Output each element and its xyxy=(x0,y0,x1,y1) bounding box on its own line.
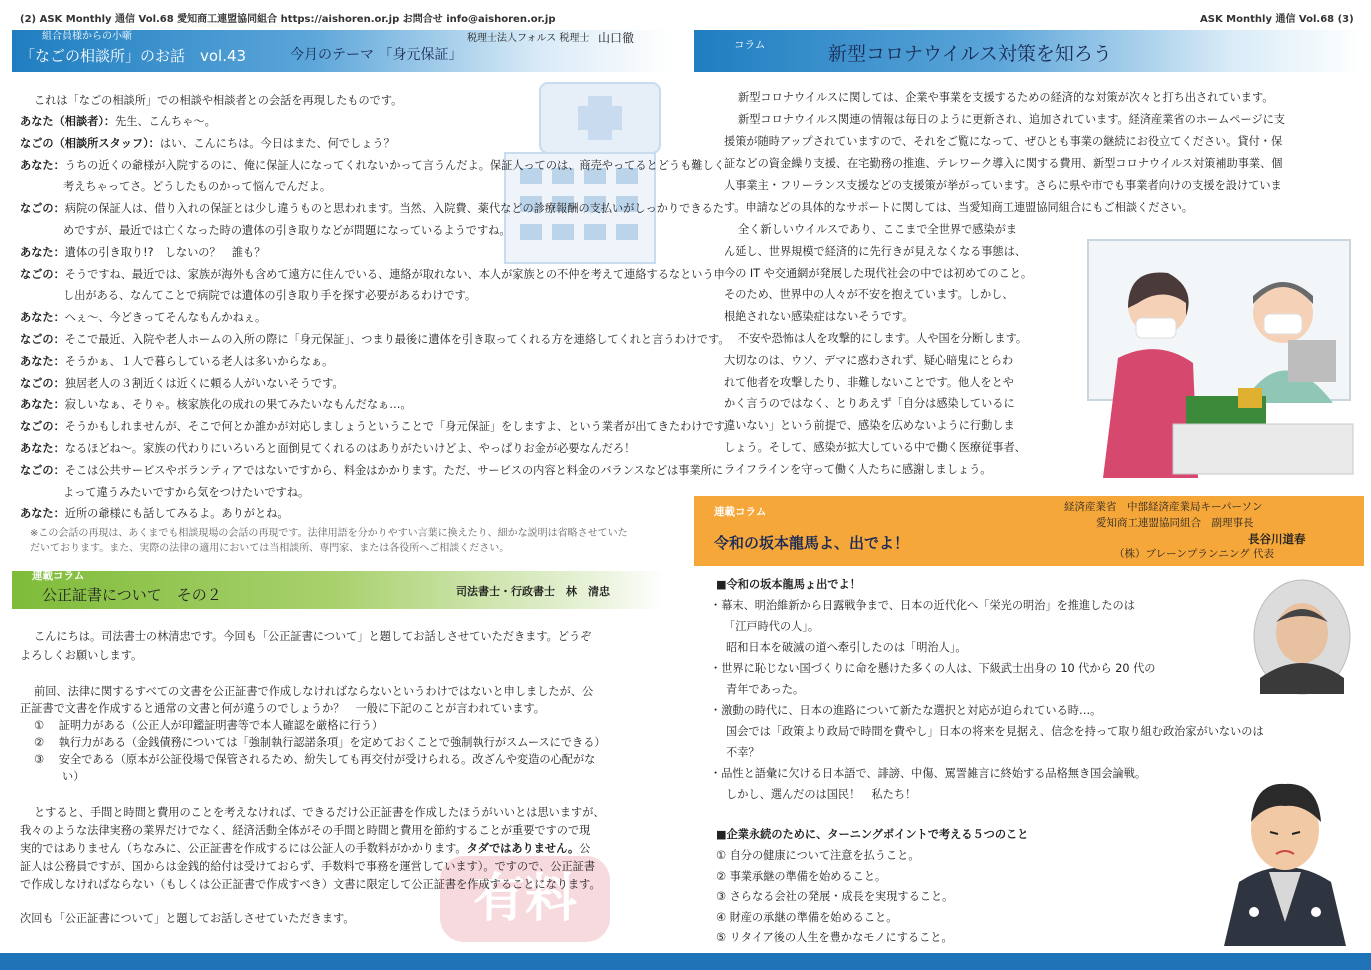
notary-p3-c-bold: タダではありません。 xyxy=(466,842,580,855)
ryoma-bullet-2-b: 青年であった。 xyxy=(726,683,805,696)
dialog-text: し出がある、なんてことで病院では遺体の引き取り手を探す必要があるわけです。 xyxy=(63,289,477,303)
bottom-bar xyxy=(0,953,1371,970)
notary-author: 司法書士・行政書士 林 清忠 xyxy=(456,585,610,598)
dialog-line xyxy=(63,287,476,303)
dialog-text: 近所の爺様にも話してみるよ。ありがとね。 xyxy=(64,507,289,521)
ryoma-aff-3: （株）ブレーンプランニング 代表 xyxy=(1114,548,1274,560)
dialog-speaker: あなた： xyxy=(20,442,65,455)
notary-p2-a: 前回、法律に関するすべての文書を公正証書で作成しなければならないというわけではないと申しましたが、公 xyxy=(34,685,594,698)
corona-line: 新型コロナウイルス関連の情報は毎日のように更新され、追加されています。経済産業省のホームページに支 xyxy=(738,113,1286,126)
notary-p3-a: とすると、手間と時間と費用のことを考えなければ、できるだけ公正証書を作成したほうがいいとは思いますが、 xyxy=(34,806,605,819)
dialog-line xyxy=(20,244,265,260)
dialog-line xyxy=(20,396,412,412)
corona-title: 新型コロナウイルス対策を知ろう xyxy=(828,43,1112,65)
corona-line: かく言うのではなく、とりあえず「自分は感染しているに xyxy=(724,397,1015,411)
dialog-text: そうかもしれませんが、そこで何とか誰かが対応しましょうということで「身元保証」をしますよ、という業者が出てきたわけです。 xyxy=(64,420,736,434)
dialog-line xyxy=(20,266,725,282)
dialog-text: なるほどね〜。家族の代わりにいろいろと面倒見てくれるのはありがたいけどよ、やっぱりお金が必要なんだろ！ xyxy=(64,442,636,455)
notary-p1-a: こんにちは。司法書士の林清忠です。今回も「公正証書について」と題してお話しさせていただきます。どうぞ xyxy=(34,630,592,643)
consult-intro: これは「なごの相談所」での相談や相談者との会話を再現したものです。 xyxy=(34,94,403,107)
left-header: (2) ASK Monthly 通信 Vol.68 愛知商工連盟協同組合 https://aishoren.or.jp お問合せ info@aishoren.or.jp xyxy=(20,14,556,25)
corona-line: す。申請などの具体的なサポートに関しては、当愛知商工連盟協同組合にもご相談ください。 xyxy=(724,201,1193,214)
dialog-speaker: あなた： xyxy=(20,507,65,521)
dialog-speaker: なごの： xyxy=(20,420,65,434)
ryoma-point: ⑤ リタイア後の人生を豊かなモノにすること。 xyxy=(716,931,953,944)
dialog-text: へぇ〜、今どきってそんなもんかねぇ。 xyxy=(64,311,267,325)
ryoma-kicker: 連載コラム xyxy=(714,506,767,518)
ryoma-aff-1: 経済産業省 中部経済産業局キーパーソン xyxy=(1064,501,1263,513)
dialog-text: 病院の保証人は、借り入れの保証とは少し違うものと思われます。当然、入院費、薬代などの診療報酬の支払いがしっかりできるた xyxy=(64,202,724,216)
ryoma-bullet-4-b: しかし、選んだのは国民！ 私たち！ xyxy=(726,788,917,801)
dialog-line xyxy=(20,309,266,325)
ryoma-bullet-4: ・品性と語彙に欠ける日本語で、誹謗、中傷、罵詈雑言に終始する品格無き国会論戦。 xyxy=(710,767,1147,780)
ryoma-bullet-3: ・激動の時代に、日本の進路について新たな選択と対応が迫られている時…。 xyxy=(710,704,1102,717)
paid-stamp: 有料 xyxy=(440,856,610,942)
dialog-text: 遺体の引き取り!? しないの？ 誰も？ xyxy=(64,245,266,259)
ryoma-point: ④ 財産の承継の準備を始めること。 xyxy=(716,910,898,924)
dialog-speaker: あなた： xyxy=(20,158,65,172)
corona-line: 不安や恐怖は人を攻撃的にします。人や国を分断します。 xyxy=(738,332,1028,345)
ryoma-bullet-3-b: 国会では「政策より政局で時間を費やし」日本の将来を見据え、信念を持って取り組む政治家がいないのは xyxy=(726,725,1264,738)
hospital-icon xyxy=(500,78,670,268)
author-portrait xyxy=(1252,578,1352,696)
ryoma-heading-2: ■企業永続のために、ターニングポイントで考える５つのこと xyxy=(716,828,1029,841)
ryoma-bullet-1: ・幕末、明治維新から日露戦争まで、日本の近代化へ「栄光の明治」を推進したのは xyxy=(710,599,1135,612)
notary-p3-c-pre: 実的ではありません（ちなみに、公正証書を作成するには公証人の手数料がかかります。 xyxy=(20,842,467,855)
dialog-speaker: あなた： xyxy=(20,398,65,412)
dialog-line xyxy=(20,113,216,129)
corona-line: 根絶されない感染症はないそうです。 xyxy=(724,310,914,324)
dialog-text: そこは公共サービスやボランティアではないですから、料金はかかります。ただ、サービスの内容と料金のバランスなどは事業所に xyxy=(64,463,724,477)
notary-p3-c-post: 公 xyxy=(579,842,591,855)
corona-line: そのため、世界中の人々が不安を抱えています。しかし、 xyxy=(724,288,1014,302)
notary-p3-d: 証人は公務員ですが、国からは金銭的給付は受けておらず、手数料で事務を運営しています）。ですので、公正証書 xyxy=(20,860,596,873)
dialog-text: よって違うみたいですから気をつけたいですね。 xyxy=(63,485,310,499)
dialog-text: 独居老人の３割近くは近くに頼る人がいないそうです。 xyxy=(64,376,344,390)
dialog-speaker: なごの（相談所スタッフ）： xyxy=(20,136,160,150)
corona-line: ライフラインを守って働く人たちに感謝しましょう。 xyxy=(724,462,992,476)
corona-kicker: コラム xyxy=(734,39,766,51)
dialog-line xyxy=(20,157,725,173)
dialog-line xyxy=(20,135,395,151)
corona-line: 新型コロナウイルスに関しては、企業や事業を支援するための経済的な対策が次々と打ち出されています。 xyxy=(738,91,1274,104)
ryoma-bullet-3-c: 不幸？ xyxy=(726,746,760,759)
notary-p2-b: 正証書で文書を作成すると通常の文書と何が違うのでしょうか？ 一般に下記のことが言われています。 xyxy=(20,702,545,715)
dialog-text: 寂しいなぁ、そりゃ。核家族化の成れの果てみたいなもんだなぁ…。 xyxy=(64,398,412,412)
dialog-speaker: なごの： xyxy=(20,333,65,346)
dialog-speaker: あなた： xyxy=(20,354,65,368)
consult-note-2: だいております。また、実際の法律の適用においては当相談所、専門家、または各役所へご相談ください。 xyxy=(30,543,510,554)
corona-line: 全く新しいウイルスであり、ここまで全世界で感染がま xyxy=(738,223,1018,236)
corona-line: しょう。そして、感染が拡大している中で働く医療従事者、 xyxy=(724,441,1026,454)
ryoma-bullet-2: ・世界に恥じない国づくりに命を懸けた多くの人は、下級武士出身の 10 代から 20 代の xyxy=(710,662,1156,675)
dialog-line xyxy=(20,353,333,369)
corona-line: 今の IT や交通網が発展した現代社会の中では初めてのこと。 xyxy=(724,266,1033,280)
corona-line: 違いない」という前提で、感染を広めないように行動しま xyxy=(724,419,1015,433)
dialog-line xyxy=(63,178,331,194)
corona-line: 大切なのは、ウソ、デマに惑わされず、疑心暗鬼にとらわ xyxy=(724,353,1014,367)
ryoma-aff-2: 愛知商工連盟協同組合 副理事長 xyxy=(1096,517,1254,529)
notary-p4: 次回も「公正証書について」と題してお話しさせていただきます。 xyxy=(20,912,355,925)
dialog-speaker: あなた： xyxy=(20,245,65,259)
consult-author: 税理士法人フォルス 税理士 xyxy=(467,33,590,44)
corona-line: 証などの資金繰り支援、在宅勤務の推進、テレワーク導入に関する費用、新型コロナウイルス対策補助事業、個 xyxy=(724,157,1283,170)
dialog-line xyxy=(20,418,735,434)
notary-title: 公正証書について その２ xyxy=(42,586,222,604)
notary-kicker: 連載コラム xyxy=(32,570,85,582)
ryoma-point: ③ さらなる会社の発展・成長を実現すること。 xyxy=(716,890,954,903)
dialog-line xyxy=(63,484,309,500)
ryoma-point: ② 事業承継の準備を始めること。 xyxy=(716,869,887,883)
dialog-speaker: あなた： xyxy=(20,311,65,325)
dialog-text: うちの近くの爺様が入院するのに、俺に保証人になってくれないかって言うんだよ。保証人ってのは、商売やってるとどうも難しく xyxy=(64,158,725,172)
ryoma-bullet-1-c: 昭和日本を破滅の道へ牽引したのは「明治人」。 xyxy=(726,641,967,654)
dialog-line xyxy=(20,440,635,456)
right-header: ASK Monthly 通信 Vol.68 (3) xyxy=(1200,14,1354,25)
dialog-text: そうですね、最近では、家族が海外も含めて遠方に住んでいる、連絡が取れない、本人が家族との不仲を考えて連絡するなという申 xyxy=(64,267,725,281)
corona-line: 援策が随時アップされていますので、それをご覧になって、ぜひとも事業の継続にお役立てください。貸付・保 xyxy=(724,135,1283,148)
consult-kicker: 組合員様からの小噺 xyxy=(42,31,132,42)
samurai-illustration xyxy=(1214,772,1356,946)
dialog-speaker: なごの： xyxy=(20,463,65,477)
notary-p3-c xyxy=(20,840,590,856)
dialog-line xyxy=(20,375,344,391)
dialog-speaker: なごの： xyxy=(20,376,65,390)
dialog-line xyxy=(20,200,724,216)
dialog-speaker: あなた（相談者）： xyxy=(20,115,116,128)
consult-theme: 今月のテーマ 「身元保証」 xyxy=(290,47,463,63)
right-page xyxy=(686,0,1371,952)
corona-line: ん延し、世界規模で経済的に先行きが見えなくなる事態は、 xyxy=(724,244,1027,258)
notary-p3-e: で作成しなければならない（もしくは公正証書で作成すべき）文書に限定して公正証書を作成することになります。 xyxy=(20,878,601,891)
notary-p3-b: 我々のような法律実務の業界だけでなく、経済活動全体がその手間と時間と費用を節約することが重要ですので現 xyxy=(20,824,591,837)
counter-illustration xyxy=(1078,228,1364,483)
ryoma-author-name: 長谷川道春 xyxy=(1248,532,1306,546)
dialog-text: そこで最近、入院や老人ホームの入所の際に「身元保証」、つまり最後に遺体を引き取ってくれる方を連絡してくれと言うわけです。 xyxy=(64,333,730,346)
dialog-speaker: なごの： xyxy=(20,267,65,281)
dialog-line xyxy=(63,222,511,238)
dialog-text: 考えちゃってさ。どうしたものかって悩んでんだよ。 xyxy=(63,180,332,194)
ryoma-point: ① 自分の健康について注意を払うこと。 xyxy=(716,849,920,862)
dialog-line xyxy=(20,331,730,347)
dialog-line xyxy=(20,462,723,478)
corona-line: れて他者を攻撃したり、非難しないことです。他人をとや xyxy=(724,375,1014,389)
dialog-text: めですが、最近では亡くなった時の遺体の引き取りなどが問題になっているようですね。 xyxy=(63,224,511,237)
notary-p1-b: よろしくお願いします。 xyxy=(20,649,143,662)
dialog-text: そうかぁ、１人で暮らしている老人は多いからなぁ。 xyxy=(64,354,334,368)
consult-title: 「なごの相談所」のお話 vol.43 xyxy=(20,47,247,65)
ryoma-heading-1: ■令和の坂本龍馬ょ出でよ！ xyxy=(716,578,861,591)
dialog-text: 先生、こんちゃ〜。 xyxy=(115,115,216,128)
dialog-text: はい、こんにちは。今日はまた、何でしょう？ xyxy=(159,136,395,150)
dialog-speaker: なごの： xyxy=(20,202,65,216)
corona-line: 人事業主・フリーランス支援などの支援策が挙がっています。さらに県や市でも事業者向けの支援を設けていま xyxy=(724,179,1282,192)
consult-note-1: ※この会話の再現は、あくまでも相談現場の会話の再現です。法律用語を分かりやすい言葉に換えたり、細かな説明は省略させていた xyxy=(30,528,628,539)
consult-author-name: 山口徹 xyxy=(598,31,635,45)
ryoma-title: 令和の坂本龍馬よ、出でよ！ xyxy=(714,534,910,552)
notary-item-3-b: い） xyxy=(62,770,85,783)
notary-item-3-a: ③ 安全である（原本が公証役場で保管されるため、紛失しても再交付が受けられる。改ざんや変造の心配がな xyxy=(34,753,596,766)
notary-item-2: ② 執行力がある（金銭債務については「強制執行認諾条項」を定めておくことで強制執行がスムースにできる） xyxy=(34,736,606,749)
ryoma-bullet-1-b: 「江戸時代の人」。 xyxy=(724,620,820,633)
notary-item-1: ① 証明力がある（公正人が印鑑証明書等で本人確認を厳格に行う） xyxy=(34,719,384,732)
dialog-line xyxy=(20,505,289,521)
